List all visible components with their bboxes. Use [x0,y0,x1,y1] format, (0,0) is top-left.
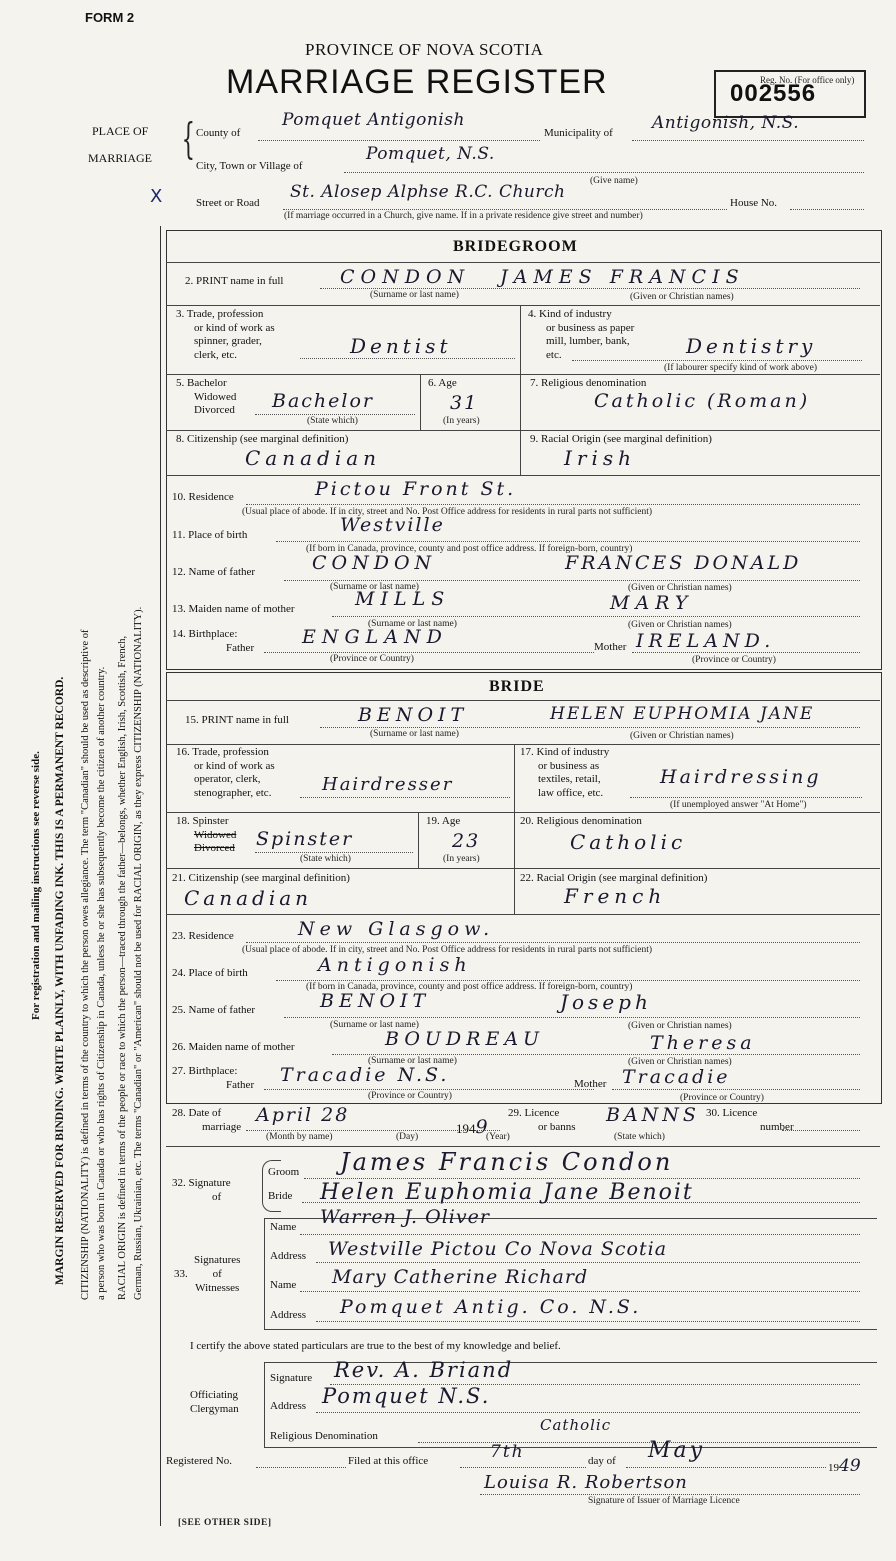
registered-no-label: Registered No. [166,1455,232,1467]
bride-industry-label: 17. Kind of industry or business as textiles, retail, law office, etc. [520,746,610,799]
bride-religion-label: 20. Religious denomination [520,815,642,827]
marriage-label: MARRIAGE [88,151,153,165]
bride-status: Spinster [256,828,354,850]
witness1-address-label: Address [270,1250,307,1262]
witnesses-label: Signatures of Witnesses [194,1254,241,1294]
county-value: Pomquet Antigonish [282,110,465,130]
side-instructions: For registration and mailing instructions see reverse side. [30,751,42,1020]
street-note: (If marriage occurred in a Church, give name. If in a private residence give street and number) [284,211,643,221]
groom-religion: Catholic (Roman) [594,390,811,412]
side-racial-def-2: German, Russian, Ukrainian, etc. The terms "Canadian" or "American" should not be used for RACIAL ORIGIN, as they express CITIZENSHIP (NATIONALITY). [133,606,144,1300]
groom-mother-surname: MILLS [355,588,451,610]
groom-age-label: 6. Age [428,377,457,389]
bride-citizenship-label: 21. Citizenship (see marginal definition) [172,872,350,884]
brace: { [181,114,196,163]
bride-origin-label: 22. Racial Origin (see marginal definition) [520,872,708,884]
groom-trade-label: 3. Trade, profession or kind of work as spinner, grader, clerk, etc. [176,308,275,361]
clergy-signature: Rev. A. Briand [334,1358,514,1382]
groom-sig-label: Groom [268,1166,300,1178]
marriage-year: 1949 [456,1116,488,1138]
labourer-note: (If labourer specify kind of work above) [664,363,817,373]
reg-number-label: Reg. No. (For office only) [760,75,855,85]
clergy-religion-label: Religious Denomination [270,1430,378,1442]
witness2-name: Mary Catherine Richard [332,1266,589,1288]
bride-parents-birthplace-label: 27. Birthplace: Father [172,1065,255,1091]
bride-sig-label: Bride [268,1190,293,1202]
side-citizenship-def-2: a person who was born in Canada or who has rights of Citizenship in Canada, unless he or she has subsequently become the citizen of another country. [96,666,107,1300]
surname-note: (Surname or last name) [368,1056,457,1066]
surname-note: (Surname or last name) [370,729,459,739]
groom-mother-birthplace: IRELAND. [636,630,776,652]
bride-status-label: 18. Spinster Widowed Divorced [176,815,237,854]
bride-mother-label: 26. Maiden name of mother [172,1041,295,1053]
bride-age: 23 [452,830,481,852]
prov-note: (Province or Country) [692,655,776,665]
witness-number: 33. [174,1268,188,1280]
residence-note: (Usual place of abode. If in city, street and No. Post Office address for residents in rural parts not sufficient) [242,945,653,955]
mother-label: Mother [574,1078,607,1090]
surname-note: (Surname or last name) [370,290,459,300]
mother-label: Mother [594,641,627,653]
clergy-signature-label: Signature [270,1372,313,1384]
bride-birthplace-label: 24. Place of birth [172,967,248,979]
groom-surname: CONDON [340,266,471,288]
issuer-label: Signature of Issuer of Marriage Licence [588,1496,740,1506]
bride-father-given: Joseph [560,990,652,1014]
prov-note: (Province or Country) [680,1093,764,1103]
form-number: FORM 2 [85,10,135,25]
bride-surname: BENOIT [358,704,469,726]
certify-text: I certify the above stated particulars are true to the best of my knowledge and belief. [190,1340,561,1352]
groom-status-label: 5. Bachelor Widowed Divorced [176,377,237,416]
prov-note: (Province or Country) [330,654,414,664]
groom-age: 31 [450,392,479,414]
years-note: (In years) [443,416,480,426]
groom-status: Bachelor [272,390,375,412]
bride-religion: Catholic [570,830,687,854]
county-label: County of [196,127,241,139]
given-note: (Given or Christian names) [628,1021,732,1031]
officiating-label: Officiating Clergyman [190,1389,239,1415]
prov-note: (Province or Country) [368,1091,452,1101]
see-other-side: [SEE OTHER SIDE] [178,1518,272,1528]
bride-trade: Hairdresser [322,774,454,795]
reg-number: 002556 [730,80,817,107]
groom-given: JAMES FRANCIS [500,266,745,288]
groom-citizenship-label: 8. Citizenship (see marginal definition) [176,433,349,445]
given-note: (Given or Christian names) [628,620,732,630]
margin-x-mark: X [150,186,163,207]
groom-residence: Pictou Front St. [315,478,517,500]
groom-trade: Dentist [350,334,452,358]
bride-print-label: 15. PRINT name in full [185,714,289,726]
given-note: (Given or Christian names) [630,731,734,741]
bride-age-label: 19. Age [426,815,461,827]
groom-origin: Irish [564,446,637,470]
street-value: St. Alosep Alphse R.C. Church [290,182,566,202]
groom-religion-label: 7. Religious denomination [530,377,647,389]
province-heading: PROVINCE OF NOVA SCOTIA [305,40,544,59]
bride-residence: New Glasgow. [298,918,495,940]
groom-industry: Dentistry [686,334,817,358]
witness1-name: Warren J. Oliver [320,1206,490,1228]
signature-label: 32. Signature of [172,1177,231,1203]
city-value: Pomquet, N.S. [366,144,495,164]
groom-industry-label: 4. Kind of industry or business as paper mill, lumber, bank, etc. [528,308,635,361]
groom-father-birthplace: ENGLAND [302,626,448,648]
clergy-religion: Catholic [540,1416,612,1434]
witness1-address: Westville Pictou Co Nova Scotia [328,1238,668,1260]
bride-father-birthplace: Tracadie N.S. [280,1064,450,1086]
licence-number-label: 30. Licence number [706,1107,794,1133]
groom-origin-label: 9. Racial Origin (see marginal definition) [530,433,712,445]
page-title: MARRIAGE REGISTER [226,63,608,101]
bride-mother-surname: BOUDREAU [385,1028,545,1050]
witness2-address: Pomquet Antig. Co. N.S. [340,1296,642,1318]
street-label: Street or Road [196,197,260,209]
unemployed-note: (If unemployed answer "At Home") [670,800,807,810]
filed-day: 7th [490,1442,525,1462]
filed-month: May [648,1438,706,1463]
groom-print-label: 2. PRINT name in full [185,275,284,287]
birth-note: (If born in Canada, province, county and post office address. If foreign-born, country) [306,982,633,992]
year-note: (Year) [486,1132,510,1142]
bride-mother-birthplace: Tracadie [622,1066,731,1088]
house-label: House No. [730,197,778,209]
groom-father-surname: CONDON [312,552,437,574]
give-name-note: (Give name) [590,176,638,186]
bride-trade-label: 16. Trade, profession or kind of work as operator, clerk, stenographer, etc. [176,746,275,799]
bride-given: HELEN EUPHOMIA JANE [550,704,815,724]
section-bride: BRIDE [489,678,545,695]
municipality-label: Municipality of [544,127,613,139]
licence-value: BANNS [606,1104,700,1126]
witness2-name-label: Name [270,1279,297,1291]
side-citizenship-def-1: CITIZENSHIP (NATIONALITY) is defined in terms of the country to which the person owes allegiance. The term "Canadian" should be used as descriptive of [80,629,91,1300]
groom-father-label: 12. Name of father [172,566,256,578]
witness1-name-label: Name [270,1221,297,1233]
years-note: (In years) [443,854,480,864]
day-of-label: day of [588,1455,616,1467]
bride-father-surname: BENOIT [320,990,431,1012]
witness2-address-label: Address [270,1309,307,1321]
bride-father-label: 25. Name of father [172,1004,256,1016]
bride-birthplace: Antigonish [318,954,472,976]
city-label: City, Town or Village of [196,160,303,172]
groom-birthplace-label: 11. Place of birth [172,529,248,541]
given-note: (Given or Christian names) [628,1057,732,1067]
section-bridegroom: BRIDEGROOM [453,238,578,255]
issuer-signature: Louisa R. Robertson [484,1472,688,1493]
clergy-address: Pomquet N.S. [322,1384,491,1408]
bride-origin: French [564,884,667,908]
groom-mother-label: 13. Maiden name of mother [172,603,295,615]
clergy-address-label: Address [270,1400,307,1412]
bride-industry: Hairdressing [660,766,822,788]
reg-number-box [714,70,866,118]
state-note: (State which) [614,1132,665,1142]
birth-note: (If born in Canada, province, county and post office address. If foreign-born, country) [306,544,633,554]
groom-residence-label: 10. Residence [172,491,234,503]
side-racial-def-1: RACIAL ORIGIN is defined in terms of the people or race to which the person—traced through the father—belongs, whether English, Irish, Scottish, French, [117,635,128,1300]
filed-year: 1949 [828,1456,861,1476]
residence-note: (Usual place of abode. If in city, street and No. Post Office address for residents in rural parts not sufficient) [242,507,653,517]
bride-signature: Helen Euphomia Jane Benoit [320,1180,694,1205]
bride-citizenship: Canadian [184,886,313,910]
given-note: (Given or Christian names) [628,583,732,593]
marriage-month-day: April 28 [256,1104,350,1126]
surname-note: (Surname or last name) [368,619,457,629]
state-note: (State which) [307,416,358,426]
groom-mother-given: MARY [610,592,694,614]
groom-citizenship: Canadian [245,446,382,470]
filed-label: Filed at this office [348,1455,429,1467]
municipality-value: Antigonish, N.S. [652,113,800,133]
day-note: (Day) [396,1132,419,1142]
licence-label: 29. Licence or banns [508,1107,576,1133]
groom-father-given: FRANCES DONALD [565,552,802,574]
groom-birthplace: Westville [340,514,445,536]
given-note: (Given or Christian names) [630,292,734,302]
surname-note: (Surname or last name) [330,1020,419,1030]
groom-parents-birthplace-label: 14. Birthplace: Father [172,628,255,654]
side-margin-note: MARGIN RESERVED FOR BINDING. WRITE PLAINLY, WITH UNFADING INK. THIS IS A PERMANENT RECORD. [54,676,66,1285]
surname-note: (Surname or last name) [330,582,419,592]
groom-signature: James Francis Condon [340,1148,674,1176]
bride-mother-given: Theresa [650,1032,756,1054]
month-note: (Month by name) [266,1132,333,1142]
place-of-label: PLACE OF [92,124,149,138]
state-note: (State which) [300,854,351,864]
bride-residence-label: 23. Residence [172,930,234,942]
marriage-date-label: 28. Date of marriage [172,1107,242,1133]
